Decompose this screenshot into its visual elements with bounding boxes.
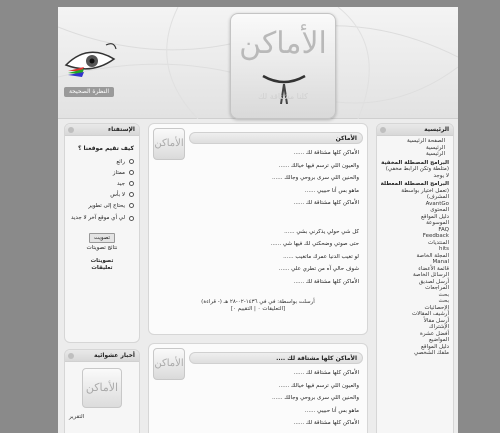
nav-link[interactable]: المجلة الخاصة [416, 252, 449, 259]
poll-option-label: جيد [117, 180, 125, 187]
news-image[interactable]: الأماكن [82, 368, 122, 408]
poll-box-header [65, 124, 139, 136]
nav-link[interactable]: لا يوجد [433, 172, 449, 179]
news-box-header [65, 350, 139, 362]
article-meta-links[interactable]: [التعليقات ٠ | التقييم ٠] [230, 306, 286, 312]
article-line: شوف حالي آه من تطري علي ...... [278, 266, 359, 272]
nav-section-header: البرامج المصطلة المعطلة [380, 181, 449, 187]
news-label[interactable]: التقرير [69, 414, 85, 420]
poll-option[interactable] [70, 211, 134, 225]
article-line: والعيون اللي ترسم فيها خيالك ...... [278, 382, 359, 389]
article-line: والحنين اللي سرى بروحي وجالك ...... [272, 395, 359, 401]
nav-link[interactable]: أفضل عشرة [420, 330, 449, 337]
site-logo[interactable] [230, 13, 336, 119]
logo-text: الأماكن [239, 26, 327, 61]
article-line: الأماكن كلها مشتاقة لك ...... [293, 150, 359, 156]
radio-button[interactable] [129, 170, 134, 175]
nav-list [377, 136, 453, 357]
nav-link[interactable]: الرسائل الخاصة [412, 272, 449, 278]
news-box-title: أخبار عشوائية [94, 352, 135, 359]
article-title[interactable]: الأماكن كلها مشتاقة لك .... [189, 352, 363, 364]
article-body [149, 144, 367, 295]
eye-caption: النظرة الصحيحة [64, 87, 114, 97]
site-header [58, 7, 458, 119]
nav-link[interactable]: الإحصائيات [424, 304, 449, 311]
poll-option-label: ممتاز [112, 169, 125, 176]
poll-option[interactable] [70, 167, 134, 178]
poll-option[interactable] [70, 189, 134, 200]
article-line: حتى صوتي وضحكتي لك فيها شي ...... [270, 241, 359, 247]
nav-link[interactable]: المراجعات [425, 285, 449, 291]
nav-link[interactable]: ملفك الشخصي [414, 350, 449, 356]
poll-option-label: لا بأس [110, 191, 125, 198]
radio-button[interactable] [129, 159, 134, 164]
poll-option[interactable] [70, 200, 134, 211]
radio-button[interactable] [129, 192, 134, 197]
article-meta-line: أرسلت بواسطة: في في ١٤٣٦-٠٢-٢٨ هـ (- قراءة) [201, 299, 315, 305]
article-badge: الأماكن [153, 128, 185, 160]
eye-logo-icon [62, 37, 118, 87]
poll-question: كيف تقيم موقعنا ؟ [77, 145, 134, 152]
article-meta [149, 295, 367, 319]
nav-link[interactable]: Feedback [422, 233, 449, 239]
poll-results-link[interactable]: نتائج تصويتات [86, 245, 118, 251]
poll-option-label: يحتاج إلى تطوير [88, 202, 125, 209]
article-badge: الأماكن [153, 348, 185, 380]
news-box [64, 349, 140, 433]
nav-link[interactable]: (تعمل اختيار بواسطة المشرف) [401, 187, 449, 200]
page-frame [58, 7, 458, 433]
nav-link[interactable]: أرشيف المقالات [411, 311, 449, 317]
poll-option[interactable] [70, 178, 134, 189]
article-line: الأماكن كلها مشتاقة لك ...... [293, 370, 359, 376]
nav-box-header [377, 124, 453, 136]
article-title[interactable]: الأماكن [189, 132, 363, 144]
poll-votes-count: تصويتات [90, 258, 114, 264]
article-line: لو تغيب الدنيا عمرك ماتغيب ...... [283, 253, 359, 260]
nav-link[interactable]: (متلطة وتكن الرابط مخفي) [385, 166, 449, 172]
header-bullet-icon [68, 127, 74, 133]
nav-link[interactable]: hits [438, 246, 449, 252]
nav-link[interactable]: بحث [438, 291, 449, 298]
poll-option-label: رائع [116, 158, 125, 165]
nav-section-header: البرامج المصطلة المخفية [381, 159, 449, 166]
poll-body [65, 136, 139, 275]
poll-box [64, 123, 140, 343]
article-line: الأماكن كلها مشتاقة لك ...... [293, 420, 359, 426]
nav-link[interactable]: FAQ [438, 226, 449, 233]
nav-box [376, 123, 454, 433]
article-gap [189, 213, 359, 229]
nav-link[interactable]: المحتوى [430, 207, 449, 213]
poll-option[interactable] [70, 156, 134, 167]
center-column [148, 123, 368, 433]
vote-button[interactable]: تصويت [89, 233, 115, 243]
nav-link[interactable]: المنتديات [428, 239, 449, 246]
article-post [148, 343, 368, 433]
article-line: الأماكن كلها مشتاقة لك ...... [293, 278, 359, 285]
logo-subtitle: كلنا مشتاقة لك [258, 92, 308, 101]
radio-button[interactable] [129, 216, 134, 221]
article-line: ماهو بس أنا حبيبي ...... [304, 187, 359, 194]
poll-option-label: لي أي موقع آخر لا جديد [71, 215, 125, 221]
article-line: ماهو بس أنا حبيبي ...... [304, 407, 359, 414]
nav-link[interactable]: المواضيع [428, 337, 449, 343]
nav-link[interactable]: الرئيسية [426, 144, 445, 151]
left-column [64, 123, 140, 433]
article-line: الأماكن كلها مشتاقة لك ...... [293, 200, 359, 206]
nav-link[interactable]: قائمة الأعضاء [418, 265, 449, 272]
article-line: والعيون اللي ترسم فيها خيالك ...... [278, 162, 359, 169]
article-line: كل شي حولي يذكرني بشي ...... [284, 228, 359, 235]
nav-link[interactable]: AvantGo [425, 200, 449, 207]
nav-link[interactable]: Manal [432, 259, 449, 265]
nav-title: الرئيسية [424, 126, 449, 133]
nav-link[interactable]: أرسل لصديق [418, 278, 449, 285]
radio-button[interactable] [129, 181, 134, 186]
right-column [376, 123, 454, 433]
nav-link[interactable]: دليل المواقع [420, 213, 449, 220]
header-bullet-icon [380, 127, 386, 133]
nav-link[interactable]: الرئيسية [426, 151, 445, 157]
poll-title: الإستفتاء [108, 126, 135, 133]
nav-link[interactable]: الصفحة الرئيسية [407, 138, 445, 144]
radio-button[interactable] [129, 203, 134, 208]
nav-link[interactable]: الإشتراك [428, 324, 449, 330]
poll-comments-count: تعليقات [91, 265, 113, 271]
article-post [148, 123, 368, 335]
nav-link[interactable]: دليل المواقع [420, 343, 449, 350]
nav-link[interactable]: الموسوعة [426, 220, 449, 226]
header-bullet-icon [68, 353, 74, 359]
article-line: والحنين اللي سرى بروحي وجالك ...... [272, 175, 359, 181]
nav-link[interactable]: أرسل مقالاً [423, 317, 449, 324]
nav-link[interactable]: بحث [438, 298, 449, 304]
